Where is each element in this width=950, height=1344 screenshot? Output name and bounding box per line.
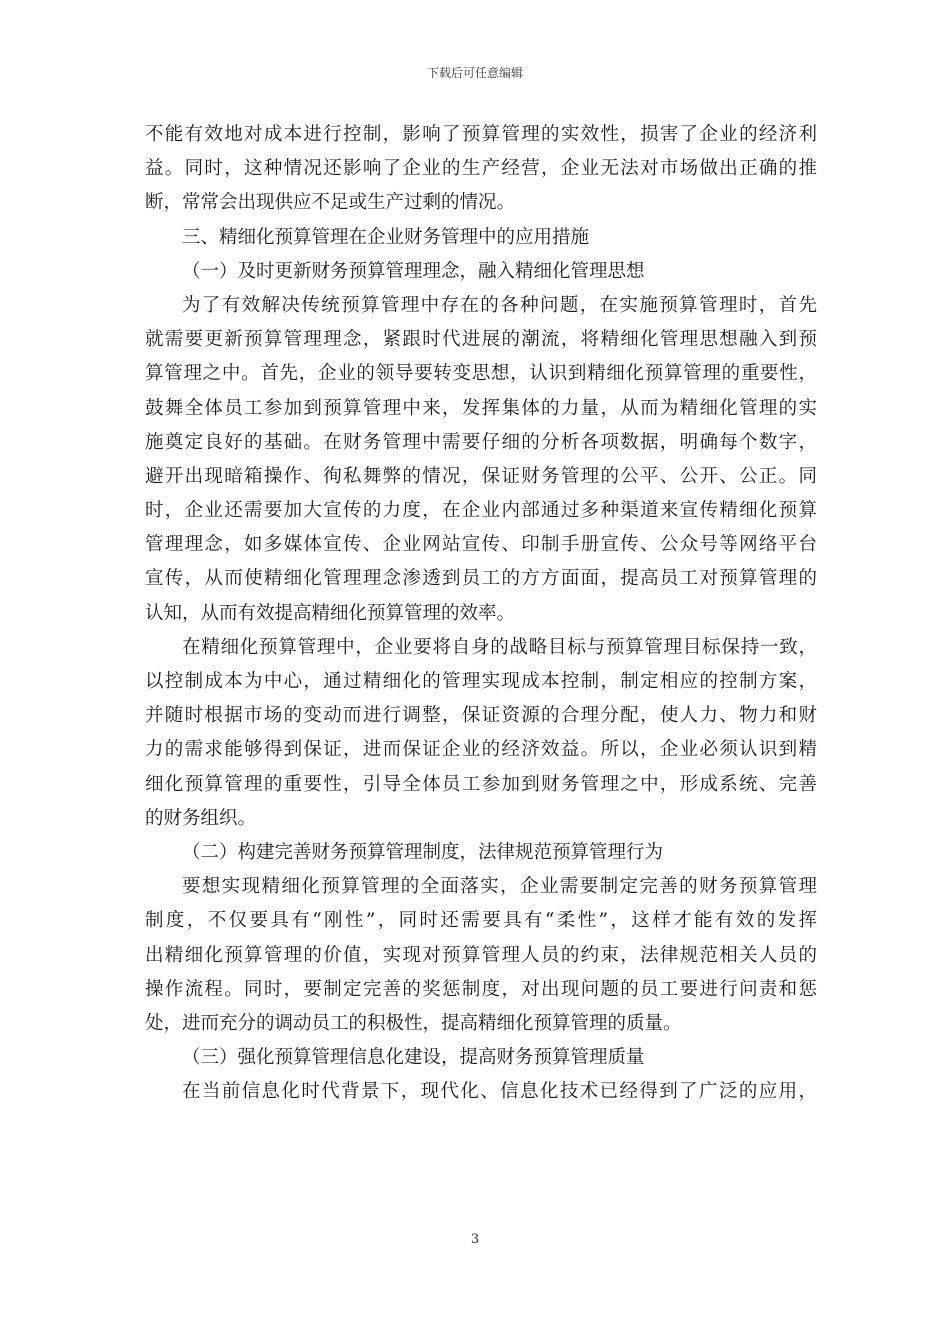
body-line: 就需要更新预算管理理念，紧跟时代进展的潮流，将精细化管理思想融入到预	[145, 329, 817, 351]
body-line: 断，常常会出现供应不足或生产过剩的情况。	[145, 192, 516, 214]
body-line: 并随时根据市场的变动而进行调整，保证资源的合理分配，使人力、物力和财	[145, 705, 817, 727]
subsection-heading: （一）及时更新财务预算管理理念，融入精细化管理思想	[182, 260, 645, 282]
body-line: 在当前信息化时代背景下，现代化、信息化技术已经得到了广泛的应用，	[182, 1081, 817, 1103]
subsection-heading: （三）强化预算管理信息化建设，提高财务预算管理质量	[182, 1047, 645, 1069]
body-line: 的财务组织。	[145, 807, 257, 829]
body-line: 细化预算管理的重要性，引导全体员工参加到财务管理之中，形成系统、完善	[145, 773, 817, 795]
document-body	[145, 118, 817, 1109]
page-number: 3	[470, 1232, 480, 1247]
body-line: 处，进而充分的调动员工的积极性，提高精细化预算管理的质量。	[145, 1012, 682, 1034]
body-line: 要想实现精细化预算管理的全面落实，企业需要制定完善的财务预算管理	[182, 876, 817, 898]
body-line: 为了有效解决传统预算管理中存在的各种问题，在实施预算管理时，首先	[182, 294, 817, 316]
body-line: 力的需求能够得到保证，进而保证企业的经济效益。所以，企业必须认识到精	[145, 739, 817, 761]
subsection-heading: （二）构建完善财务预算管理制度，法律规范预算管理行为	[182, 841, 664, 863]
body-line: 宣传，从而使精细化管理理念渗透到员工的方方面面，提高员工对预算管理的	[145, 568, 817, 590]
body-line: 不能有效地对成本进行控制，影响了预算管理的实效性，损害了企业的经济利	[145, 124, 817, 145]
body-line: 算管理之中。首先，企业的领导要转变思想，认识到精细化预算管理的重要性，	[145, 363, 817, 385]
section-heading: 三、精细化预算管理在企业财务管理中的应用措施	[182, 226, 590, 248]
page-header: 下载后可任意编辑	[426, 66, 523, 80]
body-line: 操作流程。同时，要制定完善的奖惩制度，对出现问题的员工要进行问责和惩	[145, 978, 817, 1000]
body-line: 鼓舞全体员工参加到预算管理中来，发挥集体的力量，从而为精细化管理的实	[145, 397, 817, 419]
body-line: 在精细化预算管理中，企业要将自身的战略目标与预算管理目标保持一致，	[182, 636, 817, 658]
body-line: 避开出现暗箱操作、徇私舞弊的情况，保证财务管理的公平、公开、公正。同	[145, 465, 817, 487]
body-line: 管理理念，如多媒体宣传、企业网站宣传、印制手册宣传、公众号等网络平台	[145, 534, 817, 556]
body-line: 益。同时，这种情况还影响了企业的生产经营，企业无法对市场做出正确的推	[145, 158, 817, 180]
body-line: 以控制成本为中心，通过精细化的管理实现成本控制，制定相应的控制方案，	[145, 671, 817, 692]
body-line: 出精细化预算管理的价值，实现对预算管理人员的约束，法律规范相关人员的	[145, 944, 817, 966]
body-line: 时，企业还需要加大宣传的力度，在企业内部通过多种渠道来宣传精细化预算	[145, 500, 817, 522]
body-line: 认知，从而有效提高精细化预算管理的效率。	[145, 602, 516, 624]
body-line: 施奠定良好的基础。在财务管理中需要仔细的分析各项数据，明确每个数字，	[145, 431, 817, 453]
body-line: 制度，不仅要具有“刚性”，同时还需要具有“柔性”，这样才能有效的发挥	[145, 910, 817, 932]
